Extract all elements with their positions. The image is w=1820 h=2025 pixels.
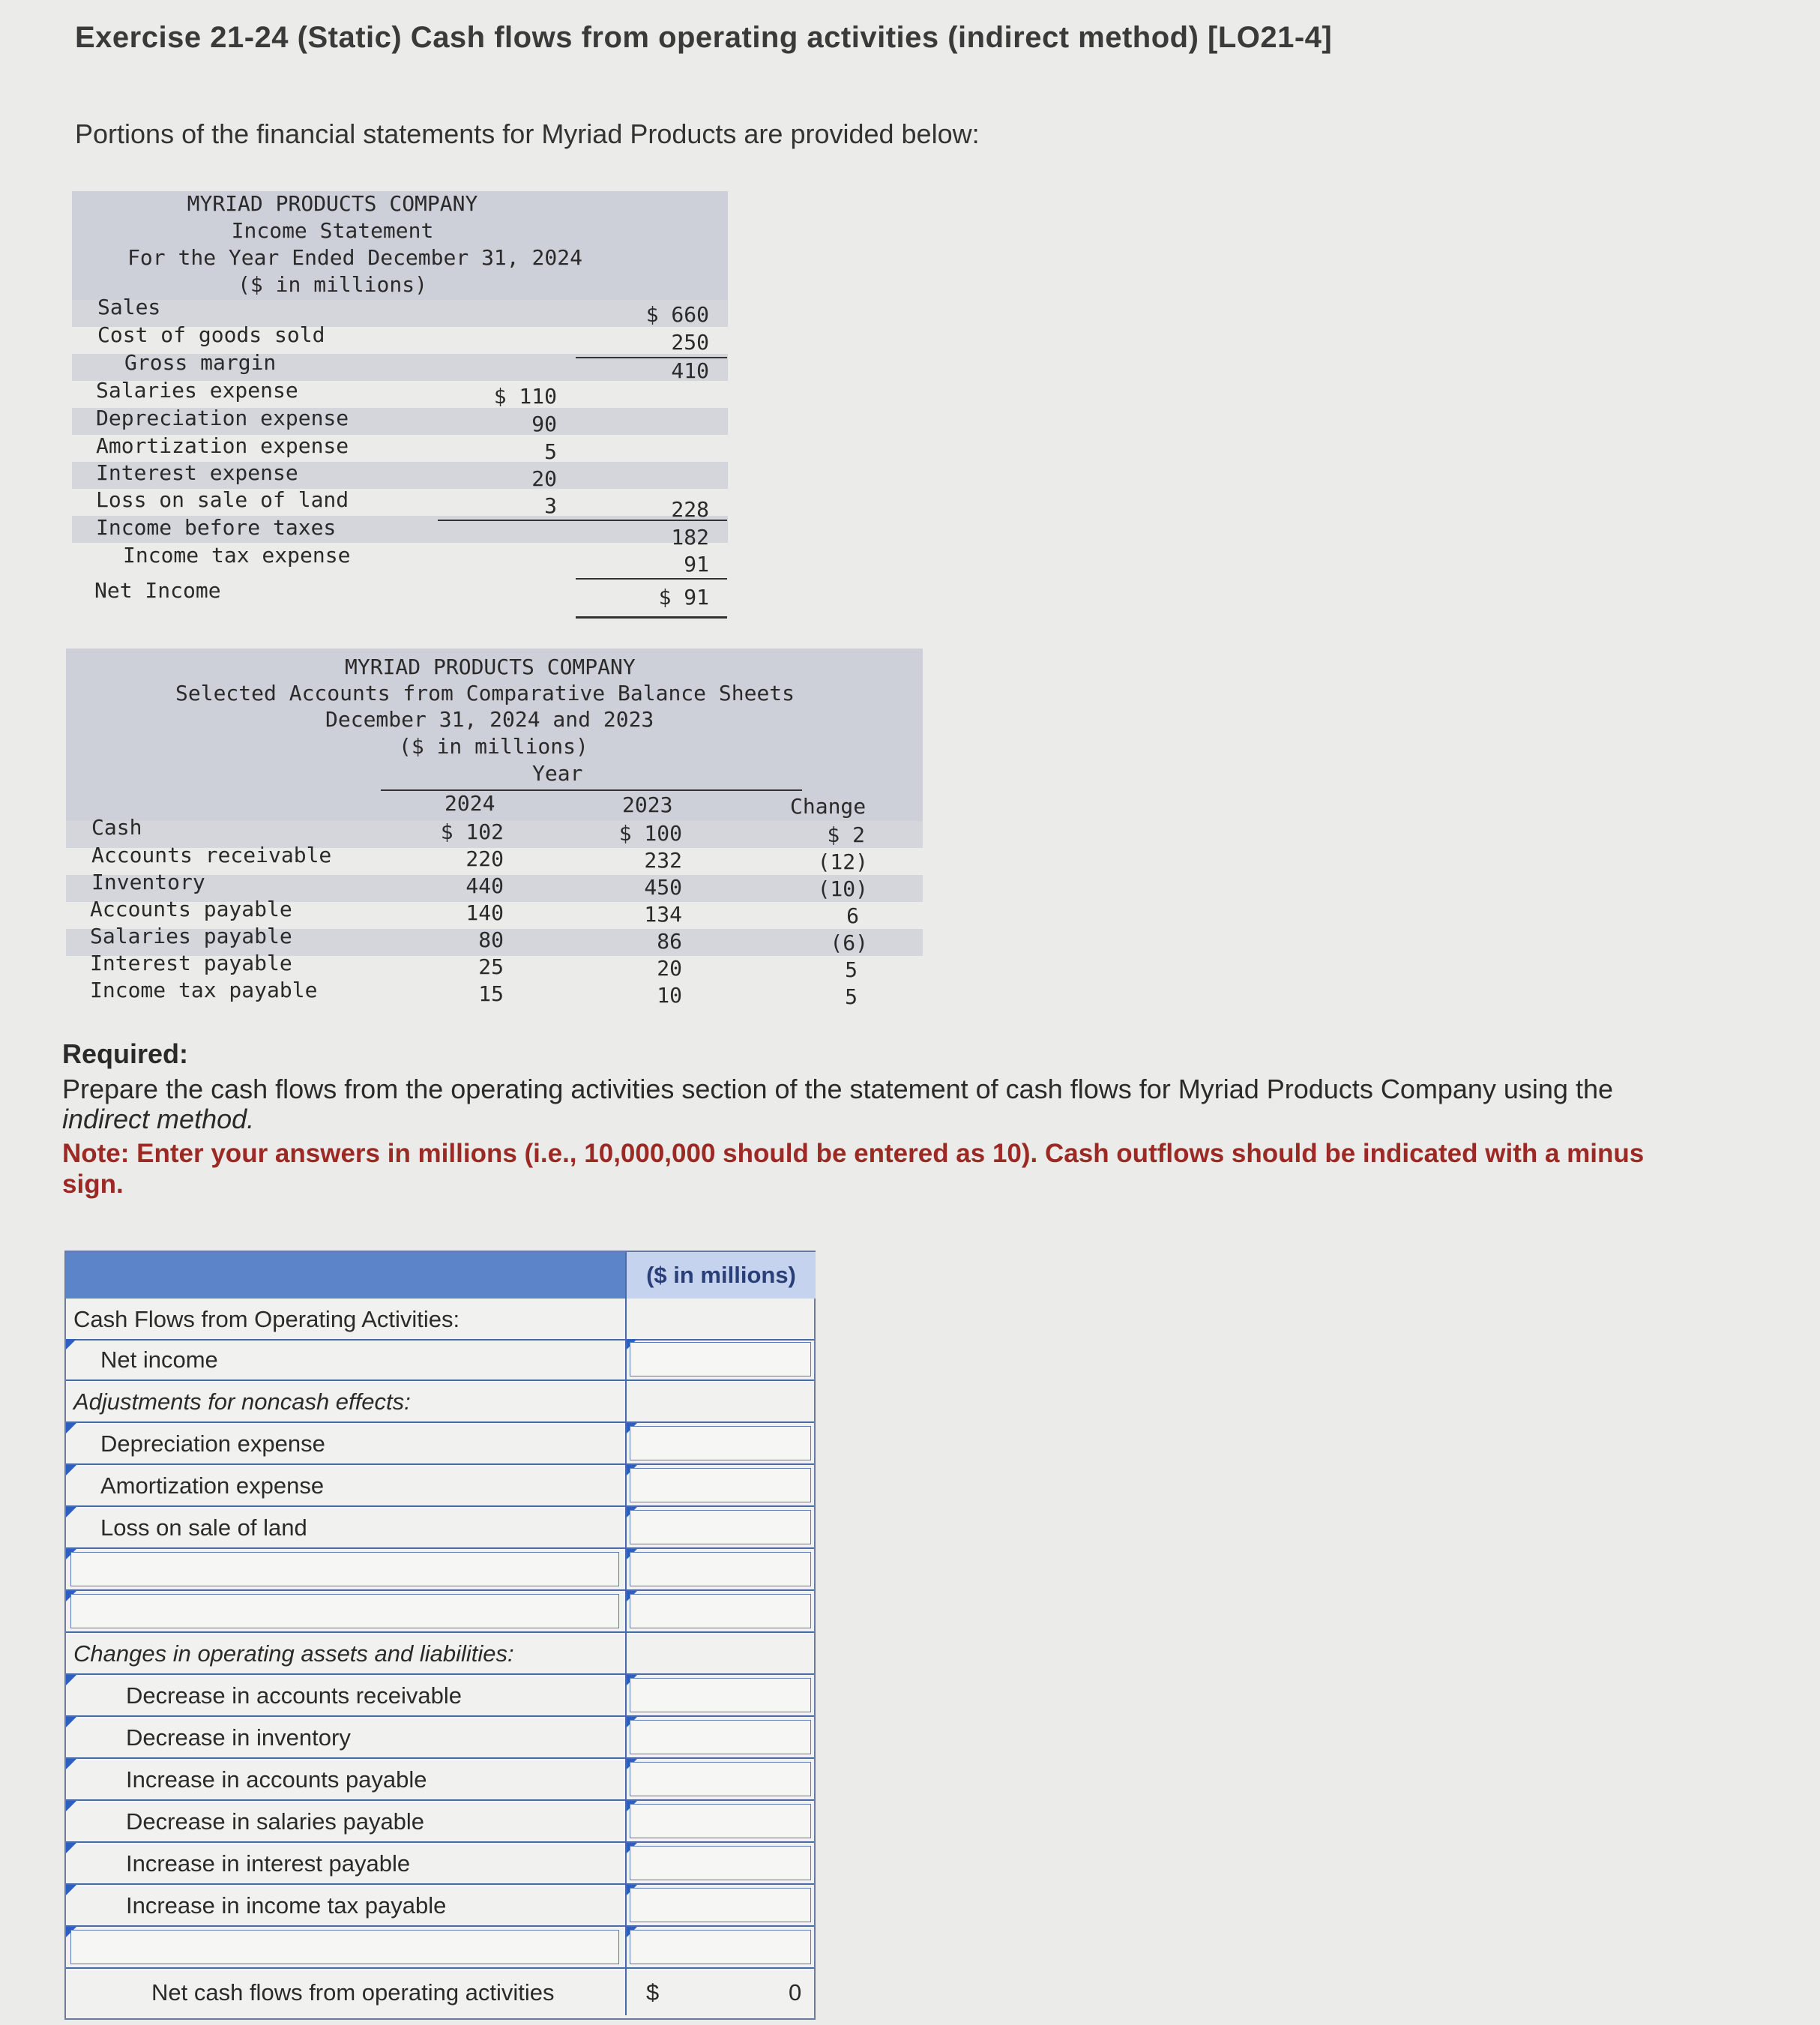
cash-flow-answer-table <box>64 1251 816 2020</box>
total-cell <box>625 1969 816 2015</box>
row-change-item <box>66 1759 814 1801</box>
bs-row-change: 6 <box>846 903 859 928</box>
empty-cell <box>625 1299 816 1339</box>
bs-row-change: $ 2 <box>827 822 865 847</box>
bs-row-2024: 15 <box>478 981 504 1006</box>
table-header <box>66 1252 814 1299</box>
blank-label-input[interactable] <box>70 1552 619 1586</box>
bs-row-change: (6) <box>830 930 868 955</box>
row-net-cash-total <box>66 1969 814 2015</box>
bs-row-label: Cash <box>91 815 142 840</box>
blank-label-input[interactable] <box>70 1930 619 1964</box>
row-change-item <box>66 1675 814 1717</box>
label-net-cash-flows: Net cash flows from operating activities <box>151 1979 555 2006</box>
label-depreciation: Depreciation expense <box>100 1430 325 1457</box>
bs-col-2024: 2024 <box>445 791 495 816</box>
is-row-label: Income before taxes <box>96 515 337 540</box>
is-row-inner: 5 <box>544 439 557 464</box>
depreciation-input[interactable] <box>630 1426 811 1460</box>
label-loss-on-land: Loss on sale of land <box>100 1514 307 1541</box>
row-blank-change <box>66 1927 814 1969</box>
is-row-label: Net Income <box>94 578 221 603</box>
row-adjustment <box>66 1507 814 1549</box>
is-row-outer: 91 <box>684 552 709 577</box>
bs-row-label: Accounts payable <box>90 897 292 921</box>
is-row-outer: 228 <box>671 497 709 522</box>
row-marker-icon <box>66 1843 76 1853</box>
value-cell <box>625 1423 816 1463</box>
value-cell <box>625 1591 816 1631</box>
exercise-title: Exercise 21-24 (Static) Cash flows from operating activities (indirect method) [LO21-4] <box>75 21 1333 54</box>
row-marker-icon <box>66 1339 76 1350</box>
is-row-label: Income tax expense <box>123 543 351 568</box>
row-marker-icon <box>66 1675 76 1685</box>
is-row-label: Depreciation expense <box>96 406 349 430</box>
is-row-label: Sales <box>97 295 161 319</box>
net-income-input[interactable] <box>630 1342 811 1376</box>
section-row-changes <box>66 1633 814 1675</box>
label-net-income: Net income <box>100 1347 218 1373</box>
label-change-item: Increase in income tax payable <box>126 1892 447 1919</box>
is-row-label: Loss on sale of land <box>96 487 349 512</box>
bs-company: MYRIAD PRODUCTS COMPANY <box>345 655 636 679</box>
section-row-adjustments <box>66 1381 814 1423</box>
balance-sheet-header <box>66 649 923 821</box>
is-row-outer: 182 <box>671 525 709 550</box>
value-cell <box>625 1339 816 1379</box>
row-marker-icon <box>66 1717 76 1727</box>
required-text-line1: Prepare the cash flows from the operating activities section of the statement of cash flows for Myriad Products Company using the <box>62 1074 1613 1104</box>
value-cell <box>625 1843 816 1883</box>
label-amortization: Amortization expense <box>100 1472 325 1499</box>
required-heading: Required: <box>62 1038 189 1069</box>
row-marker-icon <box>66 1465 76 1475</box>
is-units: ($ in millions) <box>238 272 427 297</box>
change-inventory-input[interactable] <box>630 1720 811 1754</box>
value-cell <box>625 1675 816 1715</box>
row-blank-adjustment <box>66 1591 814 1633</box>
required-note-line2: sign. <box>62 1170 124 1199</box>
bs-row-2023: 134 <box>644 902 682 927</box>
bs-row-2024: 25 <box>478 954 504 979</box>
row-marker-icon <box>66 1801 76 1811</box>
is-company: MYRIAD PRODUCTS COMPANY <box>187 191 478 216</box>
bs-period: December 31, 2024 and 2023 <box>325 707 654 732</box>
is-name: Income Statement <box>231 218 434 243</box>
bs-row-2024: 80 <box>478 927 504 952</box>
is-row-inner: 3 <box>544 493 557 518</box>
required-note-line1: Note: Enter your answers in millions (i.e., 10,000,000 should be entered as 10). Cash outflows should be indicated with a minus <box>62 1139 1645 1168</box>
value-cell <box>625 1549 816 1589</box>
label-change-item: Increase in accounts payable <box>126 1766 427 1793</box>
bs-row-2023: 232 <box>644 848 682 873</box>
bs-row-2023: 10 <box>657 983 682 1008</box>
total-currency: $ <box>646 1979 660 2006</box>
is-row-label: Gross margin <box>124 350 277 375</box>
bs-row-2024: 220 <box>465 846 504 871</box>
row-marker-icon <box>66 1423 76 1433</box>
bs-row-2024: $ 102 <box>440 819 504 844</box>
section-label-changes: Changes in operating assets and liabilities: <box>73 1640 514 1667</box>
value-cell <box>625 1801 816 1841</box>
blank-value-input[interactable] <box>630 1552 811 1586</box>
bs-row-change: 5 <box>845 984 858 1009</box>
bs-units: ($ in millions) <box>399 734 588 759</box>
required-text-line2: indirect method. <box>62 1104 255 1134</box>
bs-row-2023: $ 100 <box>618 821 682 846</box>
is-row-inner: 20 <box>531 466 557 491</box>
is-row-outer: $ 660 <box>645 302 709 327</box>
bs-row-change: 5 <box>845 957 858 982</box>
change-accounts-payable-input[interactable] <box>630 1762 811 1796</box>
row-marker-icon <box>66 1507 76 1517</box>
bs-row-label: Income tax payable <box>90 978 318 1002</box>
is-row-outer: 250 <box>671 330 709 355</box>
change-salaries-payable-input[interactable] <box>630 1804 811 1838</box>
column-header-millions: ($ in millions) <box>625 1252 816 1299</box>
row-change-item <box>66 1843 814 1885</box>
bs-row-label: Interest payable <box>90 951 292 975</box>
value-cell <box>625 1927 816 1967</box>
bs-row-label: Inventory <box>91 870 205 894</box>
bs-col-2023: 2023 <box>622 792 673 817</box>
row-change-item <box>66 1885 814 1927</box>
blank-value-input[interactable] <box>630 1594 811 1628</box>
is-row-outer: 410 <box>671 358 709 383</box>
blank-label-input[interactable] <box>70 1594 619 1628</box>
is-row-inner: $ 110 <box>493 384 557 409</box>
change-income-tax-payable-input[interactable] <box>630 1888 811 1922</box>
bs-name: Selected Accounts from Comparative Balance Sheets <box>175 681 795 705</box>
amortization-input[interactable] <box>630 1468 811 1502</box>
row-marker-icon <box>66 1885 76 1895</box>
bs-row-2024: 440 <box>465 873 504 898</box>
is-row-label: Cost of goods sold <box>97 322 325 347</box>
change-accounts-receivable-input[interactable] <box>630 1678 811 1712</box>
label-change-item: Decrease in inventory <box>126 1724 351 1751</box>
income-statement-header <box>72 191 728 300</box>
bs-row-2023: 450 <box>644 875 682 900</box>
is-row-label: Interest expense <box>96 460 298 485</box>
bs-row-label: Salaries payable <box>90 924 292 948</box>
section-label-operating: Cash Flows from Operating Activities: <box>73 1306 460 1332</box>
label-change-item: Decrease in accounts receivable <box>126 1682 462 1709</box>
bs-row-2023: 86 <box>657 929 682 954</box>
intro-text: Portions of the financial statements for Myriad Products are provided below: <box>75 118 980 149</box>
label-change-item: Increase in interest payable <box>126 1850 411 1877</box>
bs-col-change: Change <box>790 794 867 819</box>
empty-cell <box>625 1633 816 1673</box>
empty-cell <box>625 1381 816 1421</box>
section-row-operating <box>66 1299 814 1341</box>
bs-row-label: Accounts receivable <box>91 843 332 867</box>
change-interest-payable-input[interactable] <box>630 1846 811 1880</box>
bs-row-change: (10) <box>817 876 868 901</box>
bs-row-2024: 140 <box>465 900 504 925</box>
is-row-label: Salaries expense <box>96 378 298 403</box>
row-adjustment <box>66 1465 814 1507</box>
bs-row-change: (12) <box>817 849 868 874</box>
row-adjustment <box>66 1423 814 1465</box>
row-change-item <box>66 1801 814 1843</box>
value-cell <box>625 1759 816 1799</box>
value-cell <box>625 1507 816 1547</box>
section-label-adjustments: Adjustments for noncash effects: <box>73 1388 411 1415</box>
bs-year-label: Year <box>532 761 583 786</box>
row-blank-adjustment <box>66 1549 814 1591</box>
blank-value-input[interactable] <box>630 1930 811 1964</box>
is-row-outer: $ 91 <box>658 585 709 610</box>
value-cell <box>625 1885 816 1925</box>
is-row-label: Amortization expense <box>96 433 349 458</box>
total-value: 0 <box>789 1979 802 2006</box>
loss-on-land-input[interactable] <box>630 1510 811 1544</box>
is-row-inner: 90 <box>531 412 557 436</box>
row-marker-icon <box>66 1759 76 1769</box>
row-net-income <box>66 1339 814 1381</box>
label-change-item: Decrease in salaries payable <box>126 1808 425 1835</box>
value-cell <box>625 1717 816 1757</box>
row-change-item <box>66 1717 814 1759</box>
value-cell <box>625 1465 816 1505</box>
bs-row-2023: 20 <box>657 956 682 981</box>
is-period: For the Year Ended December 31, 2024 <box>127 245 582 270</box>
